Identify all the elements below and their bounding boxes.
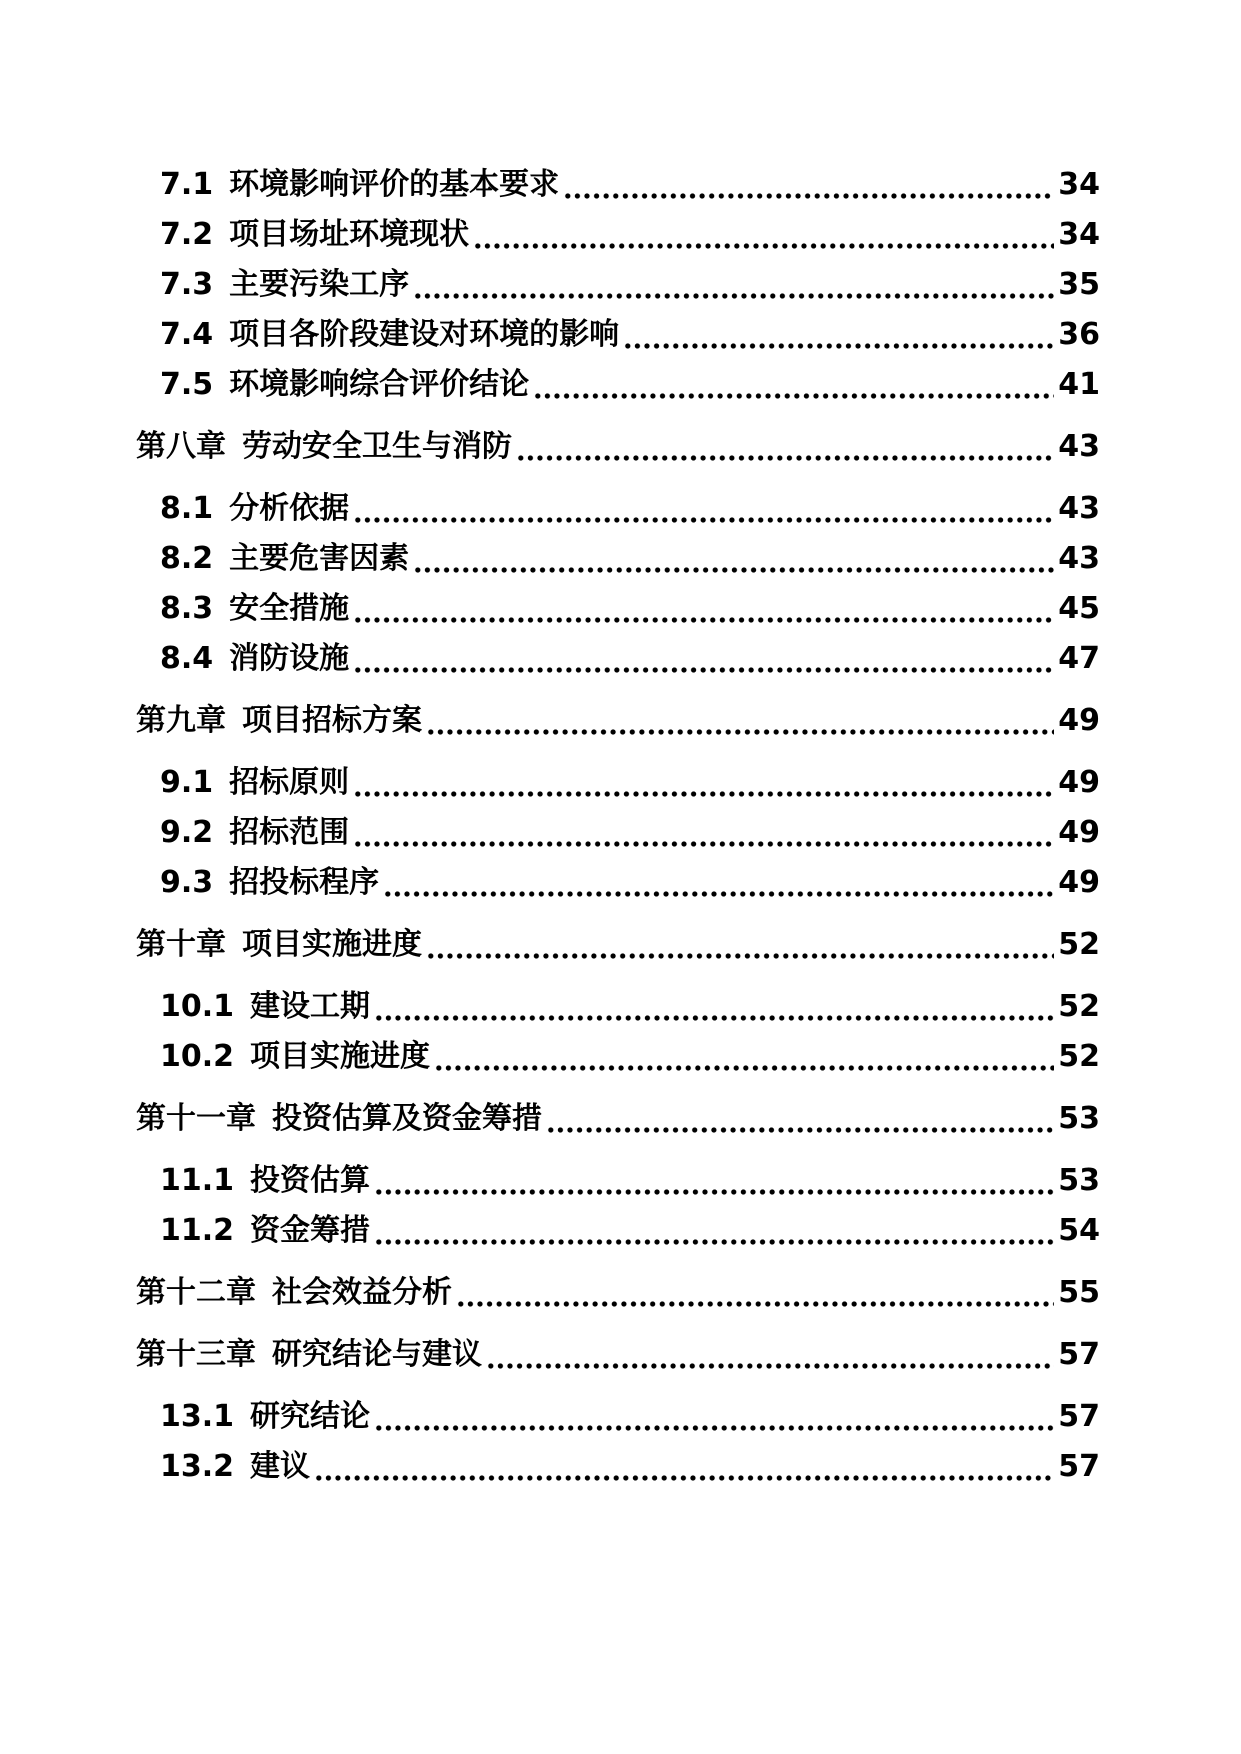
toc-entry-9-2[interactable] (160, 813, 1100, 853)
entry-title: 投资估算及资金筹措 (272, 1101, 542, 1136)
entry-title: 招标范围 (229, 815, 350, 850)
dot-leader (434, 1037, 1054, 1077)
dot-leader (314, 1447, 1054, 1487)
entry-page-number: 43 (1058, 491, 1100, 526)
entry-page-number: 53 (1058, 1101, 1100, 1136)
entry-page-number: 57 (1058, 1399, 1100, 1434)
entry-page-number: 55 (1058, 1275, 1100, 1310)
chapter-number: 第十章 (136, 927, 226, 962)
toc-entry-9-3[interactable] (160, 863, 1100, 903)
entry-page-number: 52 (1058, 927, 1100, 962)
entry-title: 环境影响评价的基本要求 (229, 167, 560, 202)
entry-page-number: 35 (1058, 267, 1100, 302)
entry-page-number: 53 (1058, 1163, 1100, 1198)
entry-number: 7.1 (160, 167, 214, 202)
dot-leader (374, 987, 1054, 1027)
toc-entry-7-4[interactable] (160, 315, 1100, 355)
entry-title: 资金筹措 (250, 1213, 371, 1248)
dot-leader (516, 427, 1054, 467)
entry-number: 7.4 (160, 317, 214, 352)
dot-leader (374, 1161, 1054, 1201)
entry-page-number: 57 (1058, 1449, 1100, 1484)
entry-number: 8.3 (160, 591, 214, 626)
chapter-number: 第八章 (136, 429, 226, 464)
toc-chapter-13[interactable] (136, 1335, 1100, 1375)
entry-title: 项目招标方案 (242, 703, 422, 738)
entry-number: 9.1 (160, 765, 214, 800)
toc-entry-8-3[interactable] (160, 589, 1100, 629)
entry-number: 8.4 (160, 641, 214, 676)
toc-entry-7-5[interactable] (160, 365, 1100, 405)
toc-entry-8-4[interactable] (160, 639, 1100, 679)
dot-leader (413, 265, 1054, 305)
entry-page-number: 41 (1058, 367, 1100, 402)
dot-leader (546, 1099, 1054, 1139)
entry-title: 主要污染工序 (229, 267, 410, 302)
entry-title: 建设工期 (250, 989, 371, 1024)
chapter-number: 第十二章 (136, 1275, 256, 1310)
toc-entry-10-2[interactable] (160, 1037, 1100, 1077)
toc-entry-7-3[interactable] (160, 265, 1100, 305)
dot-leader (623, 315, 1054, 355)
entry-number: 9.3 (160, 865, 214, 900)
dot-leader (353, 489, 1054, 529)
entry-title: 投资估算 (250, 1163, 371, 1198)
entry-number: 7.3 (160, 267, 214, 302)
dot-leader (486, 1335, 1054, 1375)
entry-title: 项目场址环境现状 (229, 217, 470, 252)
dot-leader (413, 539, 1054, 579)
entry-page-number: 49 (1058, 765, 1100, 800)
chapter-number: 第九章 (136, 703, 226, 738)
entry-number: 8.2 (160, 541, 214, 576)
entry-title: 社会效益分析 (272, 1275, 452, 1310)
dot-leader (456, 1273, 1054, 1313)
entry-page-number: 49 (1058, 815, 1100, 850)
toc-chapter-9[interactable] (136, 701, 1100, 741)
dot-leader (353, 763, 1054, 803)
entry-page-number: 52 (1058, 989, 1100, 1024)
toc-chapter-12[interactable] (136, 1273, 1100, 1313)
entry-number: 10.1 (160, 989, 235, 1024)
entry-title: 项目实施进度 (242, 927, 422, 962)
entry-page-number: 49 (1058, 703, 1100, 738)
entry-title: 招投标程序 (229, 865, 380, 900)
entry-number: 11.1 (160, 1163, 235, 1198)
dot-leader (374, 1397, 1054, 1437)
toc-entry-7-2[interactable] (160, 215, 1100, 255)
dot-leader (426, 925, 1054, 965)
dot-leader (533, 365, 1054, 405)
dot-leader (374, 1211, 1054, 1251)
chapter-number: 第十一章 (136, 1101, 256, 1136)
entry-page-number: 36 (1058, 317, 1100, 352)
toc-entry-8-2[interactable] (160, 539, 1100, 579)
entry-title: 劳动安全卫生与消防 (242, 429, 512, 464)
toc-entry-13-1[interactable] (160, 1397, 1100, 1437)
entry-title: 安全措施 (229, 591, 350, 626)
entry-title: 建议 (250, 1449, 311, 1484)
toc-entry-13-2[interactable] (160, 1447, 1100, 1487)
entry-page-number: 57 (1058, 1337, 1100, 1372)
toc-entry-9-1[interactable] (160, 763, 1100, 803)
entry-page-number: 49 (1058, 865, 1100, 900)
entry-title: 主要危害因素 (229, 541, 410, 576)
entry-title: 项目各阶段建设对环境的影响 (229, 317, 620, 352)
entry-page-number: 34 (1058, 217, 1100, 252)
dot-leader (383, 863, 1054, 903)
entry-title: 研究结论 (250, 1399, 371, 1434)
entry-page-number: 52 (1058, 1039, 1100, 1074)
entry-number: 13.2 (160, 1449, 235, 1484)
entry-page-number: 47 (1058, 641, 1100, 676)
toc-chapter-10[interactable] (136, 925, 1100, 965)
toc-entry-11-1[interactable] (160, 1161, 1100, 1201)
entry-number: 7.2 (160, 217, 214, 252)
entry-number: 8.1 (160, 491, 214, 526)
entry-number: 11.2 (160, 1213, 235, 1248)
entry-page-number: 54 (1058, 1213, 1100, 1248)
dot-leader (353, 589, 1054, 629)
dot-leader (353, 813, 1054, 853)
dot-leader (426, 701, 1054, 741)
entry-page-number: 43 (1058, 429, 1100, 464)
dot-leader (473, 215, 1054, 255)
entry-title: 消防设施 (229, 641, 350, 676)
toc-entry-10-1[interactable] (160, 987, 1100, 1027)
entry-title: 研究结论与建议 (272, 1337, 482, 1372)
toc-entry-7-1[interactable] (160, 165, 1100, 205)
toc-chapter-11[interactable] (136, 1099, 1100, 1139)
entry-title: 分析依据 (229, 491, 350, 526)
entry-number: 9.2 (160, 815, 214, 850)
chapter-number: 第十三章 (136, 1337, 256, 1372)
toc-chapter-8[interactable] (136, 427, 1100, 467)
entry-number: 7.5 (160, 367, 214, 402)
entry-title: 环境影响综合评价结论 (229, 367, 530, 402)
entry-number: 13.1 (160, 1399, 235, 1434)
dot-leader (353, 639, 1054, 679)
entry-page-number: 43 (1058, 541, 1100, 576)
entry-title: 招标原则 (229, 765, 350, 800)
dot-leader (563, 165, 1054, 205)
toc-entry-11-2[interactable] (160, 1211, 1100, 1251)
entry-number: 10.2 (160, 1039, 235, 1074)
entry-page-number: 45 (1058, 591, 1100, 626)
toc-entry-8-1[interactable] (160, 489, 1100, 529)
entry-title: 项目实施进度 (250, 1039, 431, 1074)
entry-page-number: 34 (1058, 167, 1100, 202)
